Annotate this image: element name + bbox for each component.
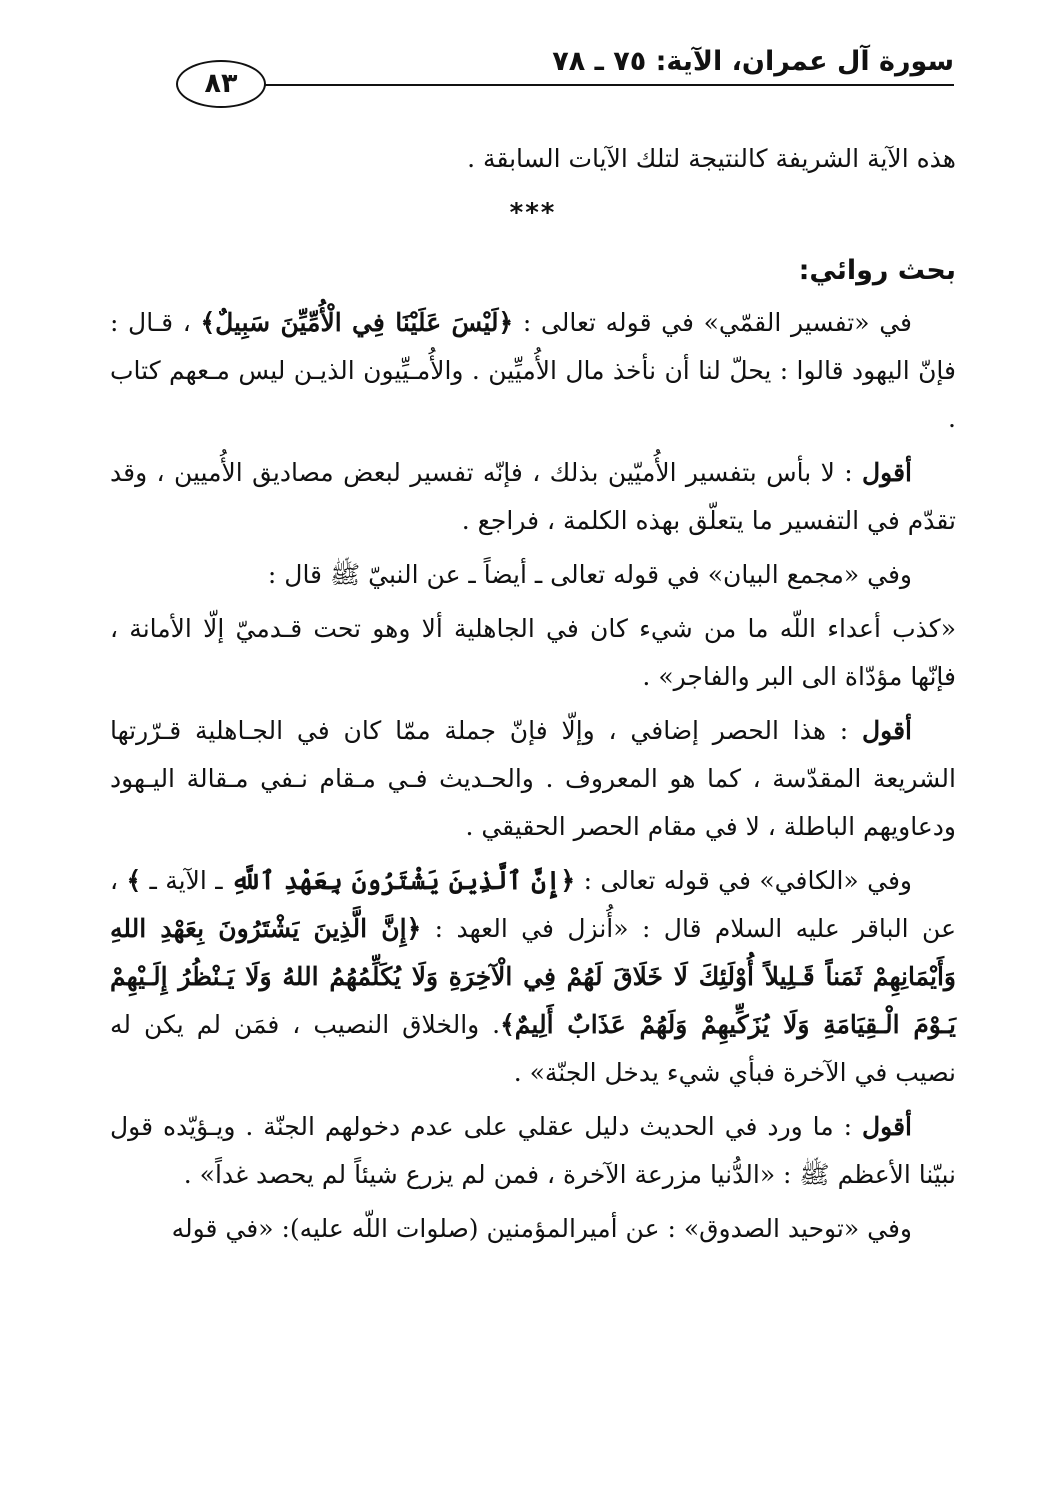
quran-verse: ﴿إِنَّ ٱلَّذِينَ يَشْتَرُونَ بِعَهْدِ ٱللَّهِ <box>230 866 576 895</box>
hadith-quote: «كذب أعداء اللّه ما من شيء كان في الجاهلية ألا وهو تحت قـدميّ إلّا الأمانة ، فإنّها مؤدّاة الى البر والفاجر» . <box>110 614 956 691</box>
paragraph-majma: وفي «مجمع البيان» في قوله تعالى ـ أيضاً ـ عن النبيّ ﷺ قال : <box>267 560 912 589</box>
quran-verse: ﴿لَيْسَ عَلَيْنَا فِي الْأُمِّيِّنَ سَبِيلٌ﴾ <box>200 308 514 337</box>
paragraph-text: ـ الآية ـ <box>141 866 231 895</box>
paragraph-text: : ما ورد في الحديث دليل عقلي على عدم دخولهم الجنّة . ويـؤيّده قول نبيّنا الأعظم ﷺ : «الدُّنيا مزرعة الآخرة ، فمن لم يزرع شيئاً لم يحصد غداً» . <box>110 1112 956 1189</box>
page-number-badge: ٨٣ <box>176 60 266 108</box>
comment-label: أقول <box>862 458 912 487</box>
page-body <box>110 135 956 1259</box>
paragraph-text: ، قـال : فإنّ اليهود قالوا : يحلّ لنا أن نأخذ مال الأُميِّين . والأُمـيِّيون الذيـن ليس مـعهم كتاب . <box>110 308 956 433</box>
paragraph-kafi <box>110 857 956 1097</box>
section-separator: *** <box>509 198 557 228</box>
quran-verse: ﴿إِنَّ الَّذِينَ يَشْتَرُونَ بِعَهْدِ اللهِ وَأَيْمَانِهِمْ ثَمَناً قَـلِيلاً أُوْلَئِكَ لَا خَلَاقَ لَهُمْ فِي الْآخِرَةِ وَلَا يُكَلِّمُهُمُ اللهُ وَلَا يَـنْظُرُ إِلَـيْهِمْ يَـوْمَ الْـقِيَامَةِ وَلَا يُزَكِّيهِمْ وَلَهُمْ عَذَابٌ أَلِيمٌ﴾ <box>110 914 956 1039</box>
intro-paragraph: هذه الآية الشريفة كالنتيجة لتلك الآيات السابقة . <box>467 144 956 173</box>
paragraph-text: ، عن الباقر عليه السلام قال : «أُنزل في العهد : <box>110 866 956 943</box>
paragraph-text: : هذا الحصر إضافي ، وإلّا فإنّ جملة ممّا كان في الجـاهلية قـرّرتها الشريعة المقدّسة ، كما هو المعروف . والحـديث فـي مـقام نـفي مـقالة اليـهود ودعاويهم الباطلة ، لا في مقام الحصر الحقيقي . <box>110 716 956 841</box>
paragraph-qummi <box>110 299 956 443</box>
paragraph-comment-1 <box>110 449 956 545</box>
comment-label: أقول <box>862 716 912 745</box>
quran-bracket: ﴾ <box>126 866 142 895</box>
paragraph-text: . والخلاق النصيب ، فمَن لم يكن له نصيب في الآخرة فبأي شيء يدخل الجنّة» . <box>110 1010 956 1087</box>
section-heading: بحث روائي: <box>798 255 956 286</box>
header-rule <box>260 84 954 86</box>
comment-label: أقول <box>862 1112 912 1141</box>
paragraph-text: في «تفسير القمّي» في قوله تعالى : <box>513 308 912 337</box>
paragraph-tawhid: وفي «توحيد الصدوق» : عن أميرالمؤمنين (صلوات اللّه عليه): «في قوله <box>171 1214 912 1243</box>
paragraph-comment-3 <box>110 1103 956 1199</box>
paragraph-comment-2 <box>110 707 956 851</box>
paragraph-text: وفي «الكافي» في قوله تعالى : <box>575 866 912 895</box>
paragraph-text: : لا بأس بتفسير الأُميّين بذلك ، فإنّه تفسير لبعض مصاديق الأُميين ، وقد تقدّم في التفسير ما يتعلّق بهذه الكلمة ، فراجع . <box>110 458 956 535</box>
running-title: سورة آل عمران، الآية: ٧٥ ـ ٧٨ <box>552 46 954 77</box>
page-header <box>168 40 954 100</box>
